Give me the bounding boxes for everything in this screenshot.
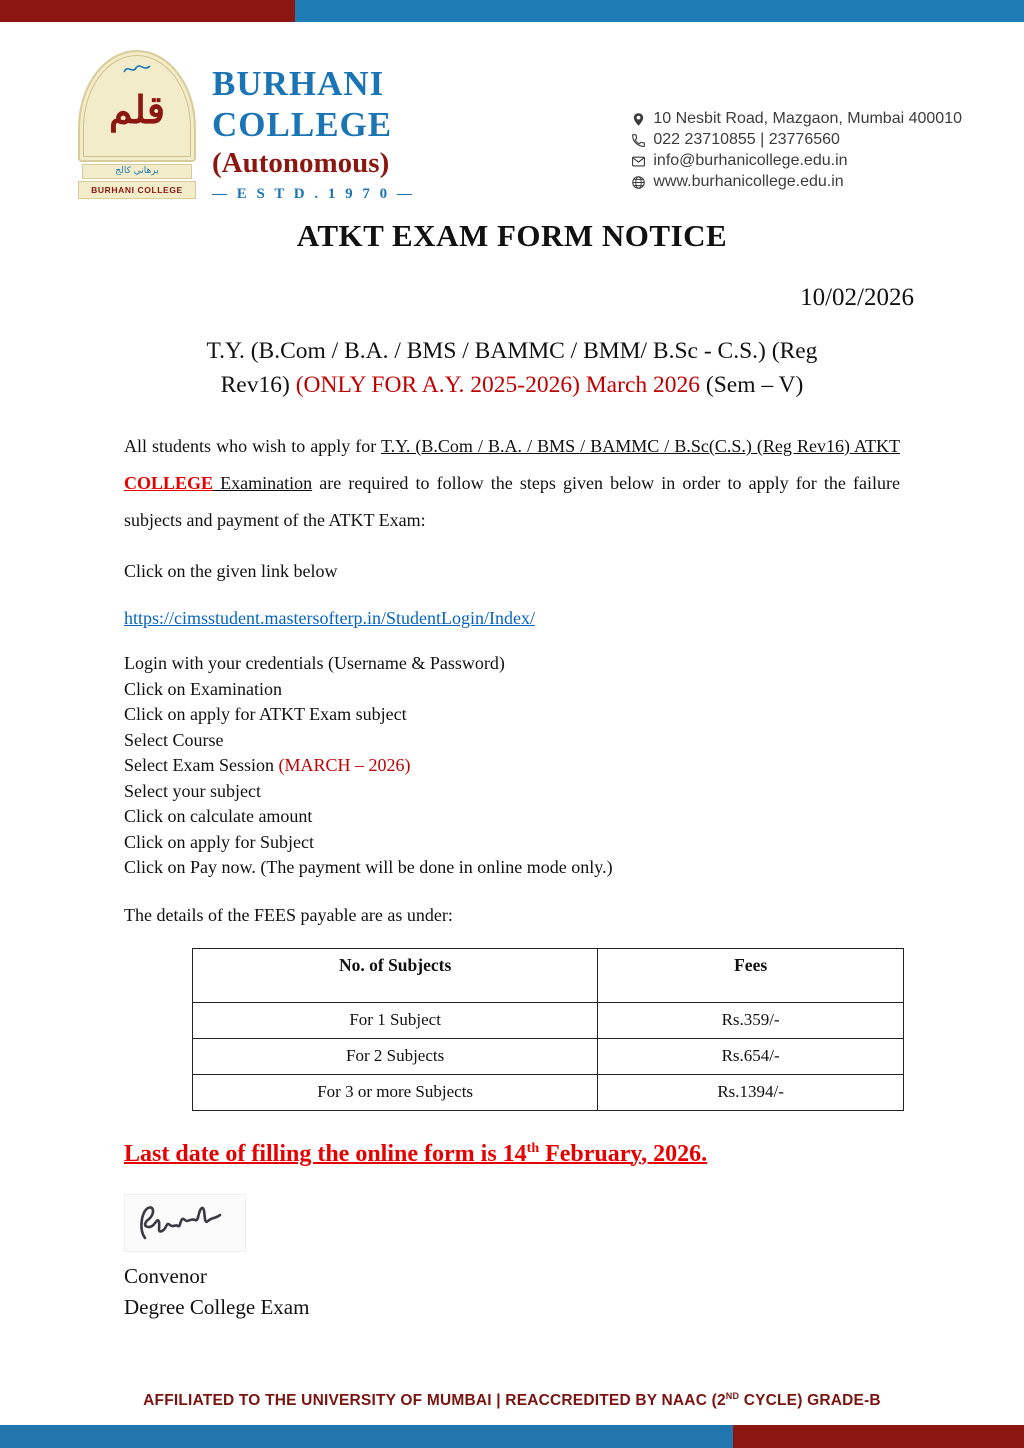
fees-table	[192, 948, 904, 1111]
fees-intro-text: The details of the FEES payable are as under:	[124, 904, 453, 925]
contact-block	[631, 50, 962, 194]
signoff-department: Degree College Exam	[124, 1294, 310, 1319]
signature-stroke	[135, 1200, 235, 1246]
contact-address: 10 Nesbit Road, Mazgaon, Mumbai 400010	[653, 110, 962, 127]
subtitle-line2: Rev16) (ONLY FOR A.Y. 2025-2026) March 2026 (Sem – V)	[220, 372, 804, 398]
intro-underlined-course: T.Y. (B.Com / B.A. / BMS / BAMMC / B.Sc(C.S.) (Reg Rev16) ATKT	[381, 436, 900, 456]
top-bar-blue-segment	[295, 0, 1024, 22]
logo-arabic-qalam-text: قلم	[108, 90, 166, 132]
contact-email-row	[631, 152, 962, 170]
bottom-bar-red-segment	[733, 1425, 1024, 1448]
college-name-line1: BURHANI	[212, 64, 385, 103]
subtitle-red-session: (ONLY FOR A.Y. 2025-2026) March 2026	[295, 372, 700, 398]
fees-row3-subjects: For 3 or more Subjects	[193, 1074, 598, 1110]
fees-header-subjects: No. of Subjects	[193, 948, 598, 1002]
step-session-red: (MARCH – 2026)	[278, 755, 411, 775]
steps-list	[124, 651, 900, 881]
top-bar-red-segment	[0, 0, 295, 22]
notice-subtitle	[117, 334, 907, 402]
fees-table-header-row	[193, 948, 904, 1002]
contact-email: info@burhanicollege.edu.in	[653, 152, 848, 169]
table-row	[193, 1074, 904, 1110]
signature-image	[124, 1194, 246, 1252]
fees-row1-amount: Rs.359/-	[598, 1002, 904, 1038]
logo-calligraphy-flourish-icon	[122, 62, 152, 81]
envelope-icon	[631, 154, 646, 169]
step-apply-atkt: Click on apply for ATKT Exam subject	[124, 704, 407, 724]
contact-website-row	[631, 173, 962, 191]
contact-address-row	[631, 110, 962, 128]
fees-header-fees: Fees	[598, 948, 904, 1002]
fees-row3-amount: Rs.1394/-	[598, 1074, 904, 1110]
student-login-link[interactable]: https://cimsstudent.mastersofterp.in/StudentLogin/Index/	[124, 608, 535, 628]
step-pay-now: Click on Pay now. (The payment will be done in online mode only.)	[124, 857, 613, 877]
intro-paragraph: All students who wish to apply for T.Y. (B.Com / B.A. / BMS / BAMMC / B.Sc(C.S.) (Reg Rev16) ATKT COLLEGE Examination are required to follow the steps given below in order to apply for the failure subjects and payment of the ATKT Exam:	[124, 436, 901, 530]
subtitle-line1: T.Y. (B.Com / B.A. / BMS / BAMMC / BMM/ B.Sc - C.S.) (Reg	[206, 338, 818, 364]
fees-row1-subjects: For 1 Subject	[193, 1002, 598, 1038]
notice-date: 10/02/2026	[800, 284, 914, 311]
step-select-subject: Select your subject	[124, 780, 261, 801]
signoff-role: Convenor	[124, 1263, 207, 1288]
fees-row2-subjects: For 2 Subjects	[193, 1038, 598, 1074]
notice-title: ATKT EXAM FORM NOTICE	[296, 218, 728, 253]
contact-phone-row	[631, 131, 962, 149]
college-name-block	[212, 50, 415, 202]
notice-body	[0, 428, 1024, 1320]
step-calculate-amount: Click on calculate amount	[124, 806, 313, 826]
bottom-color-bar	[0, 1425, 1024, 1448]
college-logo	[78, 50, 196, 199]
fees-row2-amount: Rs.654/-	[598, 1038, 904, 1074]
footer-affiliation-text: AFFILIATED TO THE UNIVERSITY OF MUMBAI | REACCREDITED BY NAAC (2ND CYCLE) GRADE-B	[143, 1390, 881, 1409]
step-apply-subject: Click on apply for Subject	[124, 831, 314, 852]
step-login: Login with your credentials (Username & Password)	[124, 653, 505, 673]
logo-banner-text: BURHANI COLLEGE	[78, 181, 196, 199]
college-logo-arch	[78, 50, 196, 162]
logo-arabic-band: برهاني كالج	[82, 164, 192, 179]
intro-college-highlight: COLLEGE	[124, 473, 214, 493]
phone-icon	[631, 133, 646, 148]
step-click-examination: Click on Examination	[124, 678, 282, 699]
last-date-warning: Last date of filling the online form is 14th February, 2026.	[124, 1140, 708, 1167]
table-row	[193, 1002, 904, 1038]
contact-website: www.burhanicollege.edu.in	[653, 173, 844, 190]
location-pin-icon	[631, 112, 646, 127]
letterhead	[0, 22, 1024, 202]
bottom-bar-blue-segment	[0, 1425, 733, 1448]
contact-phone: 022 23710855 | 23776560	[653, 131, 840, 148]
college-name-line2: COLLEGE	[212, 105, 393, 144]
link-intro-text: Click on the given link below	[124, 561, 338, 581]
table-row	[193, 1038, 904, 1074]
step-select-session: Select Exam Session (MARCH – 2026)	[124, 755, 411, 775]
top-color-bar	[0, 0, 1024, 22]
step-select-course: Select Course	[124, 729, 224, 750]
college-autonomous-label: (Autonomous)	[212, 147, 390, 179]
globe-icon	[631, 175, 646, 190]
college-estd-label: — E S T D . 1 9 7 0 —	[212, 186, 415, 202]
